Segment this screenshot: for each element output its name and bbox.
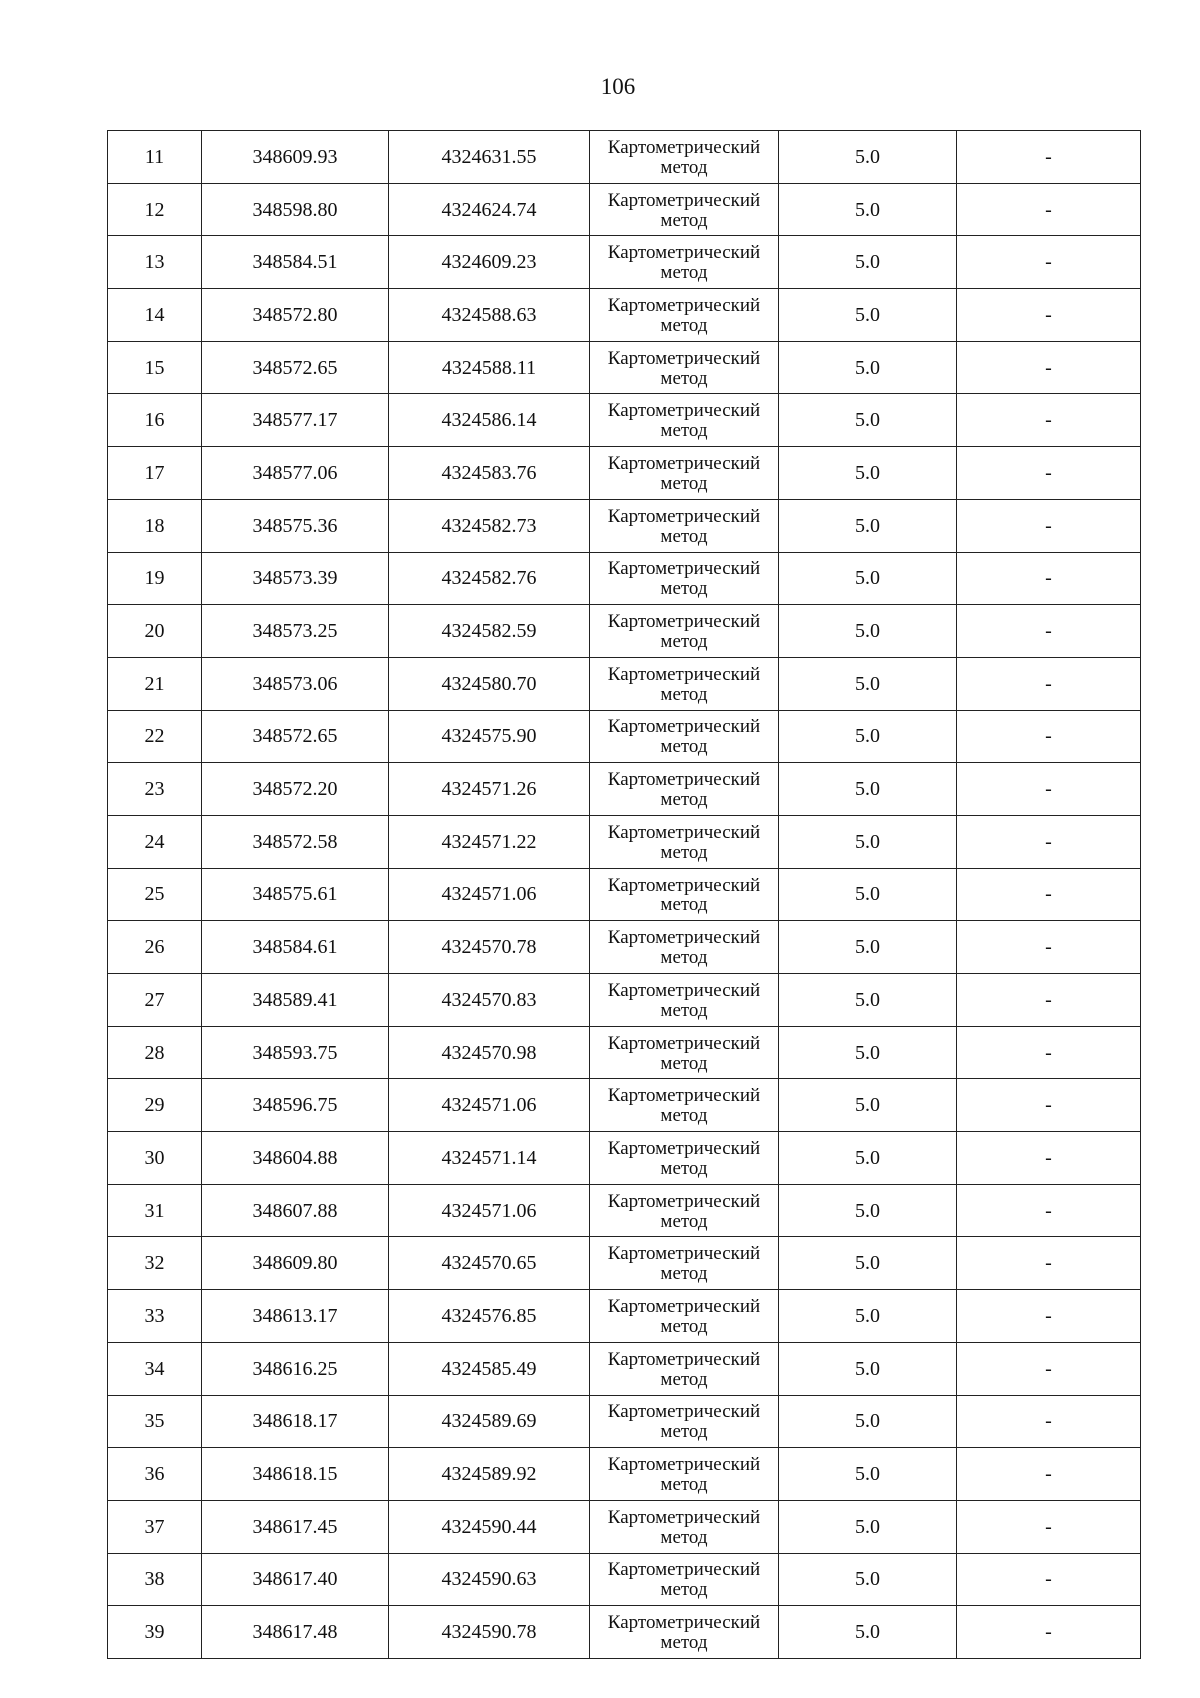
method-cell — [590, 657, 779, 710]
table-row — [108, 394, 1141, 447]
point-number-cell: 28 — [108, 1026, 202, 1079]
note-cell: - — [957, 1184, 1141, 1237]
table-row — [108, 921, 1141, 974]
table-row — [108, 1132, 1141, 1185]
method-line-1: Картометрический — [607, 874, 761, 896]
table-row — [108, 605, 1141, 658]
x-coordinate-cell: 348573.39 — [202, 552, 389, 605]
note-cell: - — [957, 1342, 1141, 1395]
table-row — [108, 1448, 1141, 1501]
method-line-1: Картометрический — [607, 979, 761, 1001]
method-line-1: Картометрический — [607, 1454, 761, 1476]
method-line-1: Картометрический — [607, 927, 761, 949]
method-cell — [590, 447, 779, 500]
point-number-cell: 24 — [108, 815, 202, 868]
x-coordinate-cell: 348613.17 — [202, 1290, 389, 1343]
accuracy-cell: 5.0 — [779, 447, 957, 500]
method-line-2: метод — [660, 841, 708, 863]
method-line-2: метод — [660, 1263, 708, 1285]
accuracy-cell: 5.0 — [779, 763, 957, 816]
note-cell: - — [957, 1237, 1141, 1290]
table-row — [108, 763, 1141, 816]
point-number-cell: 21 — [108, 657, 202, 710]
method-line-2: метод — [660, 1157, 708, 1179]
method-line-2: метод — [660, 1052, 708, 1074]
table-row — [108, 1500, 1141, 1553]
method-line-2: метод — [660, 683, 708, 705]
method-line-1: Картометрический — [607, 769, 761, 791]
note-cell: - — [957, 710, 1141, 763]
x-coordinate-cell: 348575.61 — [202, 868, 389, 921]
table-row — [108, 131, 1141, 184]
y-coordinate-cell: 4324586.14 — [389, 394, 590, 447]
method-cell — [590, 605, 779, 658]
coordinates-table — [107, 130, 1141, 1659]
table-row — [108, 341, 1141, 394]
method-cell — [590, 1553, 779, 1606]
table-row — [108, 1606, 1141, 1659]
accuracy-cell: 5.0 — [779, 605, 957, 658]
table-row — [108, 1290, 1141, 1343]
method-cell — [590, 1606, 779, 1659]
accuracy-cell: 5.0 — [779, 1606, 957, 1659]
accuracy-cell: 5.0 — [779, 868, 957, 921]
x-coordinate-cell: 348607.88 — [202, 1184, 389, 1237]
method-line-1: Картометрический — [607, 1243, 761, 1265]
method-line-1: Картометрический — [607, 716, 761, 738]
method-line-1: Картометрический — [607, 558, 761, 580]
method-line-1: Картометрический — [607, 1401, 761, 1423]
y-coordinate-cell: 4324571.26 — [389, 763, 590, 816]
method-cell — [590, 763, 779, 816]
note-cell: - — [957, 447, 1141, 500]
method-line-2: метод — [660, 1474, 708, 1496]
y-coordinate-cell: 4324590.44 — [389, 1500, 590, 1553]
method-cell — [590, 974, 779, 1027]
method-cell — [590, 499, 779, 552]
method-cell — [590, 1448, 779, 1501]
accuracy-cell: 5.0 — [779, 710, 957, 763]
table-row — [108, 289, 1141, 342]
method-line-1: Картометрический — [607, 1085, 761, 1107]
y-coordinate-cell: 4324570.98 — [389, 1026, 590, 1079]
x-coordinate-cell: 348589.41 — [202, 974, 389, 1027]
accuracy-cell: 5.0 — [779, 1553, 957, 1606]
method-line-2: метод — [660, 1579, 708, 1601]
table-row — [108, 447, 1141, 500]
table-row — [108, 1553, 1141, 1606]
accuracy-cell: 5.0 — [779, 815, 957, 868]
method-line-1: Картометрический — [607, 1137, 761, 1159]
accuracy-cell: 5.0 — [779, 1237, 957, 1290]
method-line-2: метод — [660, 314, 708, 336]
note-cell: - — [957, 499, 1141, 552]
accuracy-cell: 5.0 — [779, 183, 957, 236]
y-coordinate-cell: 4324588.11 — [389, 341, 590, 394]
point-number-cell: 11 — [108, 131, 202, 184]
method-line-2: метод — [660, 736, 708, 758]
method-line-1: Картометрический — [607, 242, 761, 264]
accuracy-cell: 5.0 — [779, 499, 957, 552]
point-number-cell: 12 — [108, 183, 202, 236]
method-cell — [590, 1500, 779, 1553]
page-number: 106 — [600, 74, 636, 99]
x-coordinate-cell: 348617.40 — [202, 1553, 389, 1606]
method-line-2: метод — [660, 947, 708, 969]
note-cell: - — [957, 1606, 1141, 1659]
accuracy-cell: 5.0 — [779, 1290, 957, 1343]
method-cell — [590, 868, 779, 921]
method-line-1: Картометрический — [607, 453, 761, 475]
note-cell: - — [957, 1079, 1141, 1132]
table-row — [108, 657, 1141, 710]
method-line-2: метод — [660, 420, 708, 442]
point-number-cell: 39 — [108, 1606, 202, 1659]
accuracy-cell: 5.0 — [779, 921, 957, 974]
note-cell: - — [957, 552, 1141, 605]
x-coordinate-cell: 348577.17 — [202, 394, 389, 447]
x-coordinate-cell: 348575.36 — [202, 499, 389, 552]
table-row — [108, 1079, 1141, 1132]
method-line-1: Картометрический — [607, 505, 761, 527]
y-coordinate-cell: 4324583.76 — [389, 447, 590, 500]
accuracy-cell: 5.0 — [779, 552, 957, 605]
x-coordinate-cell: 348618.15 — [202, 1448, 389, 1501]
x-coordinate-cell: 348596.75 — [202, 1079, 389, 1132]
method-line-2: метод — [660, 1368, 708, 1390]
method-line-2: метод — [660, 156, 708, 178]
y-coordinate-cell: 4324589.92 — [389, 1448, 590, 1501]
point-number-cell: 30 — [108, 1132, 202, 1185]
method-line-1: Картометрический — [607, 1506, 761, 1528]
method-line-1: Картометрический — [607, 611, 761, 633]
y-coordinate-cell: 4324570.83 — [389, 974, 590, 1027]
y-coordinate-cell: 4324582.59 — [389, 605, 590, 658]
y-coordinate-cell: 4324570.65 — [389, 1237, 590, 1290]
method-line-1: Картометрический — [607, 189, 761, 211]
table-row — [108, 1395, 1141, 1448]
method-cell — [590, 236, 779, 289]
note-cell: - — [957, 1290, 1141, 1343]
method-cell — [590, 341, 779, 394]
note-cell: - — [957, 763, 1141, 816]
note-cell: - — [957, 1026, 1141, 1079]
method-line-2: метод — [660, 1421, 708, 1443]
point-number-cell: 19 — [108, 552, 202, 605]
method-line-1: Картометрический — [607, 1032, 761, 1054]
method-line-2: метод — [660, 367, 708, 389]
method-cell — [590, 815, 779, 868]
method-line-1: Картометрический — [607, 1190, 761, 1212]
method-cell — [590, 710, 779, 763]
method-line-1: Картометрический — [607, 663, 761, 685]
note-cell: - — [957, 1553, 1141, 1606]
note-cell: - — [957, 394, 1141, 447]
x-coordinate-cell: 348617.45 — [202, 1500, 389, 1553]
point-number-cell: 35 — [108, 1395, 202, 1448]
point-number-cell: 27 — [108, 974, 202, 1027]
point-number-cell: 36 — [108, 1448, 202, 1501]
accuracy-cell: 5.0 — [779, 1132, 957, 1185]
method-line-1: Картометрический — [607, 294, 761, 316]
x-coordinate-cell: 348573.25 — [202, 605, 389, 658]
x-coordinate-cell: 348572.58 — [202, 815, 389, 868]
method-cell — [590, 289, 779, 342]
accuracy-cell: 5.0 — [779, 1079, 957, 1132]
method-line-1: Картометрический — [607, 821, 761, 843]
note-cell: - — [957, 289, 1141, 342]
x-coordinate-cell: 348584.61 — [202, 921, 389, 974]
y-coordinate-cell: 4324590.78 — [389, 1606, 590, 1659]
x-coordinate-cell: 348617.48 — [202, 1606, 389, 1659]
table-row — [108, 974, 1141, 1027]
method-line-2: метод — [660, 999, 708, 1021]
y-coordinate-cell: 4324571.22 — [389, 815, 590, 868]
method-cell — [590, 1026, 779, 1079]
accuracy-cell: 5.0 — [779, 236, 957, 289]
point-number-cell: 20 — [108, 605, 202, 658]
table-body — [108, 131, 1141, 1659]
method-line-2: метод — [660, 894, 708, 916]
y-coordinate-cell: 4324582.76 — [389, 552, 590, 605]
y-coordinate-cell: 4324582.73 — [389, 499, 590, 552]
table-row — [108, 236, 1141, 289]
point-number-cell: 14 — [108, 289, 202, 342]
point-number-cell: 31 — [108, 1184, 202, 1237]
method-cell — [590, 1237, 779, 1290]
point-number-cell: 37 — [108, 1500, 202, 1553]
method-line-1: Картометрический — [607, 1296, 761, 1318]
note-cell: - — [957, 605, 1141, 658]
x-coordinate-cell: 348572.80 — [202, 289, 389, 342]
y-coordinate-cell: 4324589.69 — [389, 1395, 590, 1448]
y-coordinate-cell: 4324624.74 — [389, 183, 590, 236]
table-row — [108, 815, 1141, 868]
method-cell — [590, 1132, 779, 1185]
point-number-cell: 18 — [108, 499, 202, 552]
method-line-2: метод — [660, 1632, 708, 1654]
method-line-1: Картометрический — [607, 1348, 761, 1370]
note-cell: - — [957, 1448, 1141, 1501]
y-coordinate-cell: 4324571.06 — [389, 1184, 590, 1237]
table-row — [108, 1184, 1141, 1237]
note-cell: - — [957, 1395, 1141, 1448]
table-row — [108, 552, 1141, 605]
table-row — [108, 1237, 1141, 1290]
point-number-cell: 26 — [108, 921, 202, 974]
note-cell: - — [957, 815, 1141, 868]
accuracy-cell: 5.0 — [779, 289, 957, 342]
y-coordinate-cell: 4324585.49 — [389, 1342, 590, 1395]
note-cell: - — [957, 1132, 1141, 1185]
note-cell: - — [957, 868, 1141, 921]
method-cell — [590, 552, 779, 605]
table-row — [108, 1026, 1141, 1079]
x-coordinate-cell: 348609.80 — [202, 1237, 389, 1290]
method-cell — [590, 1342, 779, 1395]
y-coordinate-cell: 4324575.90 — [389, 710, 590, 763]
method-cell — [590, 1290, 779, 1343]
method-line-2: метод — [660, 1210, 708, 1232]
accuracy-cell: 5.0 — [779, 1448, 957, 1501]
accuracy-cell: 5.0 — [779, 1500, 957, 1553]
point-number-cell: 29 — [108, 1079, 202, 1132]
x-coordinate-cell: 348598.80 — [202, 183, 389, 236]
table-row — [108, 1342, 1141, 1395]
y-coordinate-cell: 4324576.85 — [389, 1290, 590, 1343]
method-cell — [590, 394, 779, 447]
method-line-2: метод — [660, 472, 708, 494]
x-coordinate-cell: 348584.51 — [202, 236, 389, 289]
y-coordinate-cell: 4324580.70 — [389, 657, 590, 710]
note-cell: - — [957, 236, 1141, 289]
method-line-2: метод — [660, 1315, 708, 1337]
x-coordinate-cell: 348609.93 — [202, 131, 389, 184]
accuracy-cell: 5.0 — [779, 1026, 957, 1079]
y-coordinate-cell: 4324571.06 — [389, 868, 590, 921]
accuracy-cell: 5.0 — [779, 974, 957, 1027]
x-coordinate-cell: 348572.65 — [202, 710, 389, 763]
accuracy-cell: 5.0 — [779, 1395, 957, 1448]
method-cell — [590, 183, 779, 236]
method-cell — [590, 131, 779, 184]
y-coordinate-cell: 4324571.06 — [389, 1079, 590, 1132]
method-line-2: метод — [660, 262, 708, 284]
x-coordinate-cell: 348618.17 — [202, 1395, 389, 1448]
note-cell: - — [957, 974, 1141, 1027]
y-coordinate-cell: 4324631.55 — [389, 131, 590, 184]
method-line-2: метод — [660, 1526, 708, 1548]
accuracy-cell: 5.0 — [779, 341, 957, 394]
method-cell — [590, 1079, 779, 1132]
method-line-1: Картометрический — [607, 1612, 761, 1634]
accuracy-cell: 5.0 — [779, 394, 957, 447]
method-line-2: метод — [660, 631, 708, 653]
point-number-cell: 13 — [108, 236, 202, 289]
method-line-2: метод — [660, 578, 708, 600]
point-number-cell: 33 — [108, 1290, 202, 1343]
x-coordinate-cell: 348577.06 — [202, 447, 389, 500]
y-coordinate-cell: 4324571.14 — [389, 1132, 590, 1185]
accuracy-cell: 5.0 — [779, 131, 957, 184]
x-coordinate-cell: 348572.20 — [202, 763, 389, 816]
method-line-2: метод — [660, 1105, 708, 1127]
method-line-2: метод — [660, 789, 708, 811]
note-cell: - — [957, 921, 1141, 974]
note-cell: - — [957, 341, 1141, 394]
point-number-cell: 17 — [108, 447, 202, 500]
point-number-cell: 34 — [108, 1342, 202, 1395]
method-line-1: Картометрический — [607, 347, 761, 369]
point-number-cell: 15 — [108, 341, 202, 394]
y-coordinate-cell: 4324588.63 — [389, 289, 590, 342]
method-cell — [590, 1184, 779, 1237]
method-line-1: Картометрический — [607, 136, 761, 158]
table-row — [108, 183, 1141, 236]
table-row — [108, 868, 1141, 921]
x-coordinate-cell: 348573.06 — [202, 657, 389, 710]
method-line-1: Картометрический — [607, 1559, 761, 1581]
table-row — [108, 499, 1141, 552]
point-number-cell: 23 — [108, 763, 202, 816]
x-coordinate-cell: 348593.75 — [202, 1026, 389, 1079]
method-cell — [590, 921, 779, 974]
x-coordinate-cell: 348604.88 — [202, 1132, 389, 1185]
accuracy-cell: 5.0 — [779, 1184, 957, 1237]
x-coordinate-cell: 348616.25 — [202, 1342, 389, 1395]
method-line-1: Картометрический — [607, 400, 761, 422]
accuracy-cell: 5.0 — [779, 1342, 957, 1395]
x-coordinate-cell: 348572.65 — [202, 341, 389, 394]
note-cell: - — [957, 131, 1141, 184]
y-coordinate-cell: 4324590.63 — [389, 1553, 590, 1606]
method-line-2: метод — [660, 525, 708, 547]
point-number-cell: 16 — [108, 394, 202, 447]
y-coordinate-cell: 4324609.23 — [389, 236, 590, 289]
note-cell: - — [957, 1500, 1141, 1553]
method-line-2: метод — [660, 209, 708, 231]
accuracy-cell: 5.0 — [779, 657, 957, 710]
point-number-cell: 25 — [108, 868, 202, 921]
note-cell: - — [957, 183, 1141, 236]
method-cell — [590, 1395, 779, 1448]
point-number-cell: 38 — [108, 1553, 202, 1606]
point-number-cell: 32 — [108, 1237, 202, 1290]
table-row — [108, 710, 1141, 763]
y-coordinate-cell: 4324570.78 — [389, 921, 590, 974]
point-number-cell: 22 — [108, 710, 202, 763]
note-cell: - — [957, 657, 1141, 710]
